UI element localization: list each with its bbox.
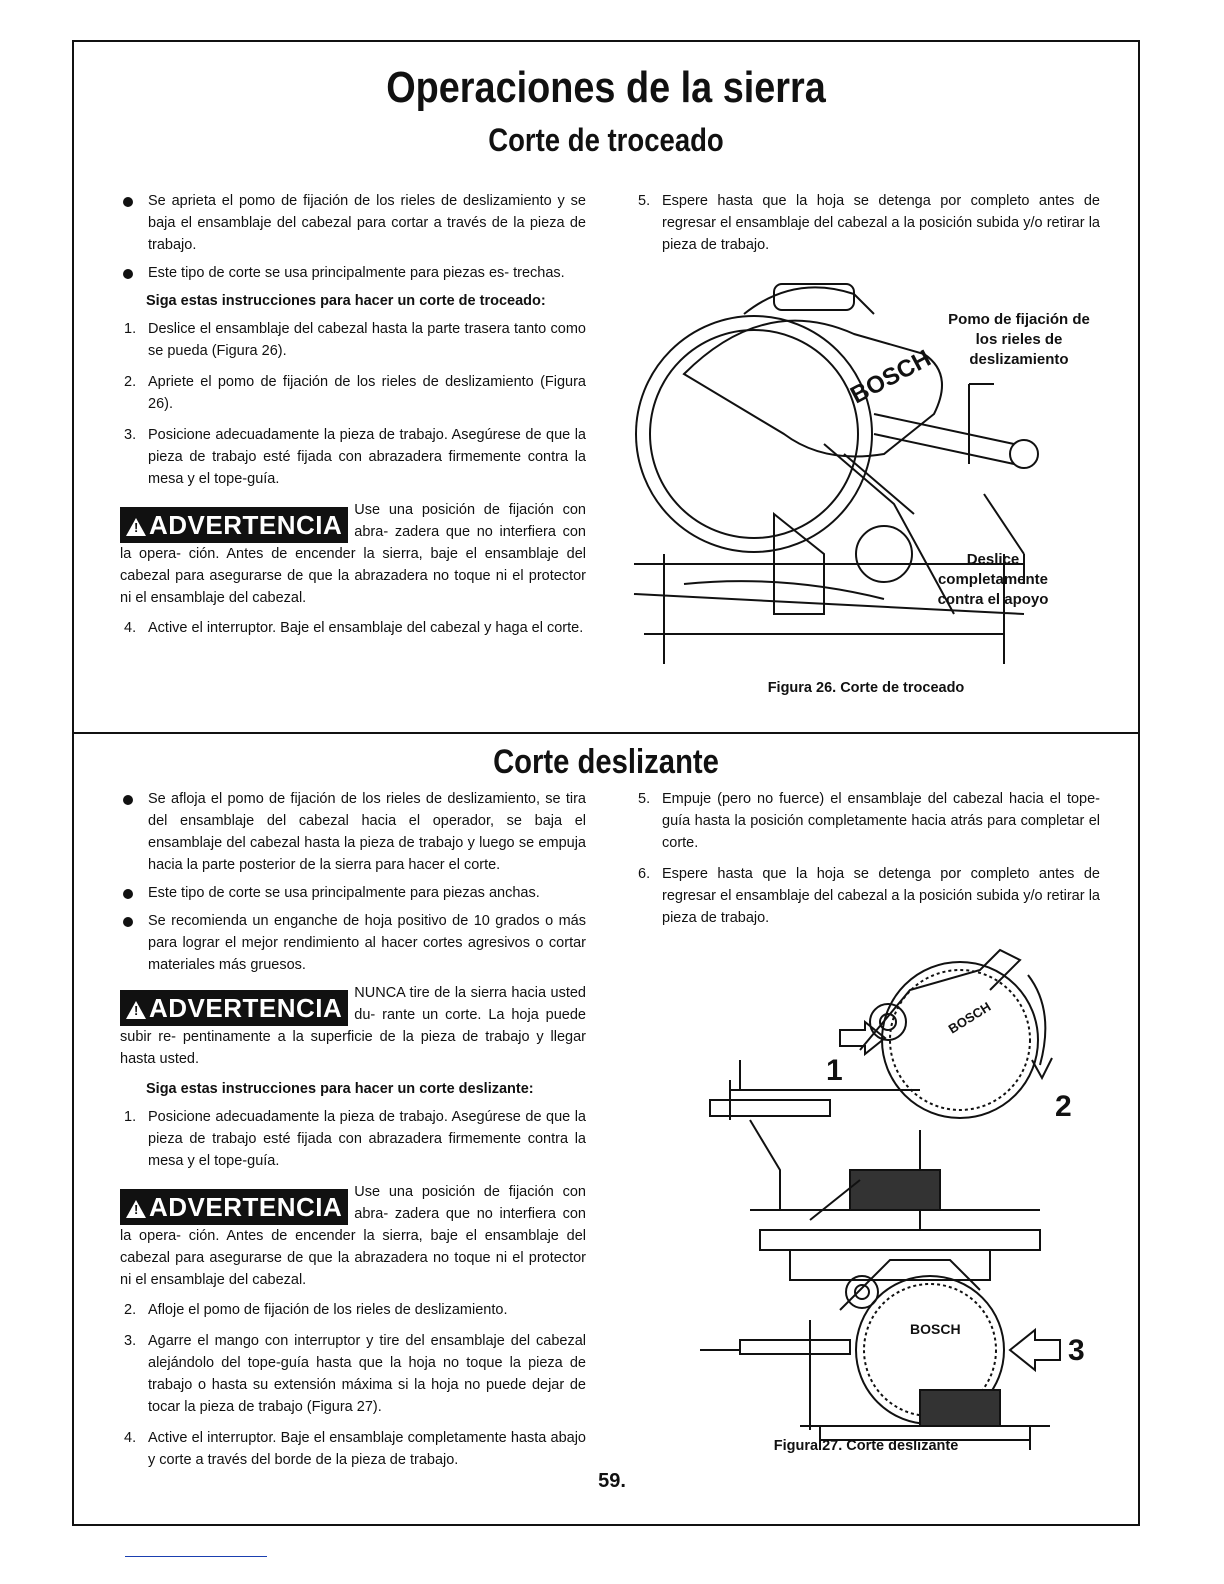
section2-right-column bbox=[634, 788, 1100, 938]
warning-badge: ! ADVERTENCIA bbox=[120, 1189, 348, 1225]
warning-text: Use una posición de fijación con abra- zadera que no interfiera con la opera- ción. Antes de encender la sierra, baje el ensamblaje del cabezal para asegurarse de que la abrazadera no toque ni el protector ni el ensamblaje del cabezal. bbox=[120, 502, 586, 606]
list-item bbox=[120, 424, 586, 490]
warning-badge: ! ADVERTENCIA bbox=[120, 990, 348, 1026]
step-number: 1. bbox=[124, 321, 137, 337]
section-divider bbox=[74, 732, 1138, 734]
list-item bbox=[120, 617, 586, 639]
step-number: 5. bbox=[638, 791, 651, 807]
list-item bbox=[120, 371, 586, 415]
warning-text: Use una posición de fijación con abra- zadera que no interfiera con la opera- ción. Antes de encender la sierra, baje el ensamblaje del cabezal para asegurarse de que la abrazadera no toque ni el protector ni el ensamblaje del cabezal. bbox=[120, 1184, 586, 1288]
step-text: Espere hasta que la hoja se detenga por completo antes de regresar el ensamblaje del cabezal a la posición subida y/o retirar la pieza de trabajo. bbox=[662, 866, 1100, 926]
step-text: Posicione adecuadamente la pieza de trabajo. Asegúrese de que la pieza de trabajo esté fijada con abrazadera firmemente contra la mesa y el tope-guía. bbox=[148, 427, 586, 487]
step-number: 3. bbox=[124, 427, 137, 443]
section2-left-column bbox=[120, 788, 586, 1480]
step-number: 3. bbox=[124, 1333, 137, 1349]
step-text: Agarre el mango con interruptor y tire del ensamblaje del cabezal alejándolo del tope-guía hasta que la hoja no toque la pieza de trabajo o hasta su extensión máxima si la hoja no puede dejar de tocar la pieza de trabajo (Figura 27). bbox=[148, 1333, 586, 1415]
step-text: Posicione adecuadamente la pieza de trabajo. Asegúrese de que la pieza de trabajo esté fijada con abrazadera firmemente contra la mesa y el tope-guía. bbox=[148, 1109, 586, 1169]
step-number: 4. bbox=[124, 1430, 137, 1446]
step-text: Afloje el pomo de fijación de los rieles de deslizamiento. bbox=[148, 1302, 508, 1318]
step-number: 2. bbox=[124, 374, 137, 390]
step-text: Active el interruptor. Baje el ensamblaje completamente hasta abajo y corte a través del borde de la pieza de trabajo. bbox=[148, 1430, 586, 1468]
footer-rule bbox=[125, 1556, 267, 1557]
step-number: 2. bbox=[124, 1302, 137, 1318]
warning-badge: ! ADVERTENCIA bbox=[120, 507, 348, 543]
list-item: Se recomienda un enganche de hoja positivo de 10 grados o más para lograr el mejor rendimiento al hacer cortes agresivos o cortar materiales más gruesos. bbox=[120, 910, 586, 976]
list-item bbox=[634, 863, 1100, 929]
page-frame bbox=[72, 40, 1140, 1526]
section1-left-column bbox=[120, 190, 586, 648]
step-text: Espere hasta que la hoja se detenga por completo antes de regresar el ensamblaje del cabezal a la posición subida y/o retirar la pieza de trabajo. bbox=[662, 193, 1100, 253]
callout-knob: Pomo de fijación de los rieles de deslizamiento bbox=[948, 311, 1090, 368]
list-item bbox=[634, 190, 1100, 256]
step-text: Active el interruptor. Baje el ensamblaje del cabezal y haga el corte. bbox=[148, 620, 584, 636]
instructions-heading: Siga estas instrucciones para hacer un corte de troceado: bbox=[146, 293, 546, 309]
list-item bbox=[120, 318, 586, 362]
step-number: 4. bbox=[124, 620, 137, 636]
list-item: Se aprieta el pomo de fijación de los rieles de deslizamiento y se baja el ensamblaje del cabezal para cortar a través de la pieza de trabajo. bbox=[120, 190, 586, 256]
page-title: Operaciones de la sierra bbox=[386, 63, 826, 112]
step-number: 5. bbox=[638, 193, 651, 209]
step-number: 1. bbox=[124, 1109, 137, 1125]
list-item: Se afloja el pomo de fijación de los rieles de deslizamiento, se tira del ensamblaje del cabezal hacia el operador, se baja el ensamblaje del cabezal hasta la pieza de trabajo y luego se empuja hacia la parte posterior de la sierra para hacer el corte. bbox=[120, 788, 586, 876]
brand-logo: BOSCH bbox=[910, 1321, 961, 1337]
warning-triangle-icon: ! bbox=[126, 1001, 146, 1019]
page-number: 59. bbox=[598, 1470, 626, 1492]
callout-number-2: 2 bbox=[1055, 1090, 1072, 1123]
warning-triangle-icon: ! bbox=[126, 518, 146, 536]
callout-slide: Deslice completamente contra el apoyo bbox=[937, 551, 1049, 608]
list-item: Este tipo de corte se usa principalmente para piezas anchas. bbox=[120, 882, 586, 904]
step-text: Empuje (pero no fuerce) el ensamblaje del cabezal hacia el tope-guía hasta la posición completamente hacia atrás para completar el corte. bbox=[662, 791, 1100, 851]
figure-27-sliding-cut-illustration bbox=[660, 930, 1085, 1450]
figure-26-caption: Figura 26. Corte de troceado bbox=[767, 680, 965, 696]
list-item bbox=[120, 1106, 586, 1172]
instructions-heading: Siga estas instrucciones para hacer un corte deslizante: bbox=[146, 1081, 534, 1097]
step-text: Deslice el ensamblaje del cabezal hasta la parte trasera tanto como se pueda (Figura 26). bbox=[148, 321, 586, 359]
callout-number-1: 1 bbox=[826, 1054, 843, 1087]
figure-27-caption: Figura 27. Corte deslizante bbox=[773, 1438, 959, 1454]
step-number: 6. bbox=[638, 866, 651, 882]
warning-text: NUNCA tire de la sierra hacia usted du- rante un corte. La hoja puede subir re- pentinamente a la superficie de la pieza de trabajo y llegar hasta usted. bbox=[120, 985, 586, 1067]
section-title-deslizante: Corte deslizante bbox=[493, 743, 719, 781]
warning-triangle-icon: ! bbox=[126, 1200, 146, 1218]
list-item bbox=[120, 1427, 586, 1471]
brand-logo: BOSCH bbox=[846, 344, 936, 410]
warning-block bbox=[120, 499, 586, 609]
list-item bbox=[120, 1330, 586, 1418]
callout-number-3: 3 bbox=[1068, 1334, 1085, 1367]
brand-logo: BOSCH bbox=[945, 998, 994, 1037]
section-title-troceado: Corte de troceado bbox=[488, 122, 724, 158]
warning-block bbox=[120, 982, 586, 1070]
list-item bbox=[634, 788, 1100, 854]
step-text: Apriete el pomo de fijación de los rieles de deslizamiento (Figura 26). bbox=[148, 374, 586, 412]
list-item: Este tipo de corte se usa principalmente para piezas es- trechas. bbox=[120, 262, 586, 284]
warning-block bbox=[120, 1181, 586, 1291]
list-item bbox=[120, 1299, 586, 1321]
